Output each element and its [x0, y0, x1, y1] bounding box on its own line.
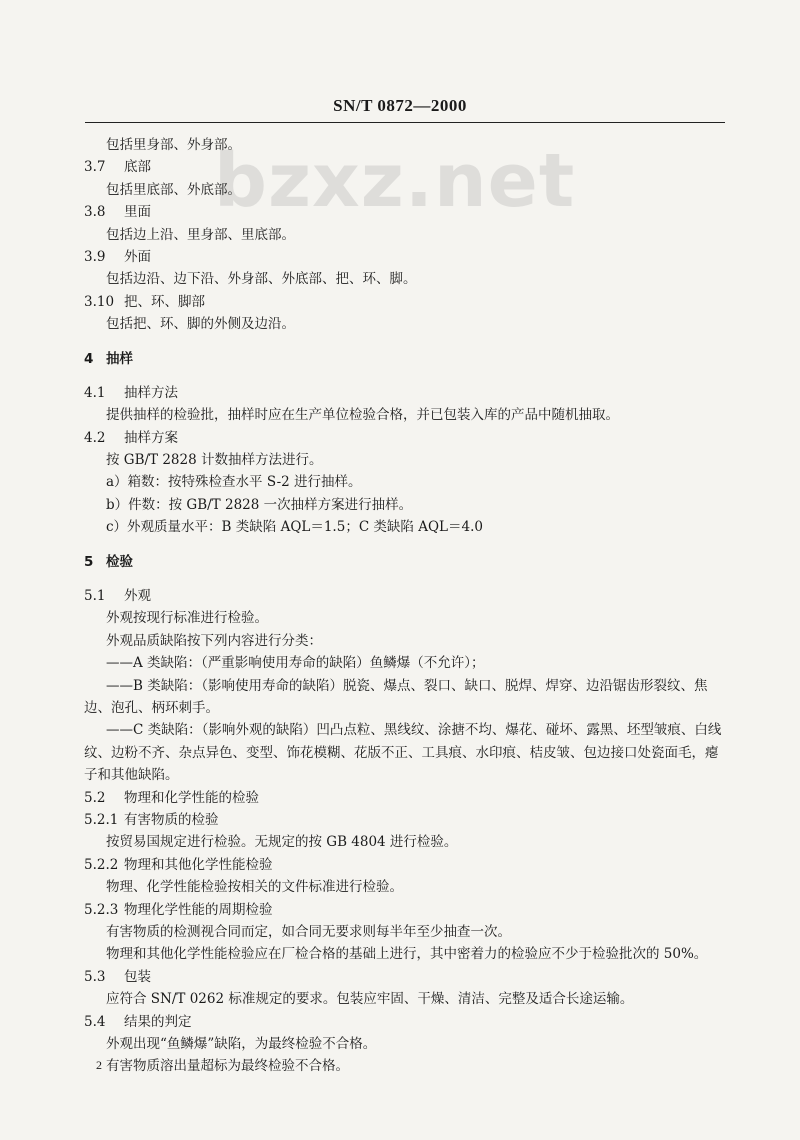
clause-number: 5.2.1 — [84, 812, 119, 829]
clause-heading — [84, 1011, 730, 1033]
clause-heading — [84, 156, 730, 178]
paragraph-line: 包括里底部、外底部。 — [106, 181, 241, 198]
paragraph-line: 按 GB/T 2828 计数抽样方法进行。 — [106, 452, 323, 469]
clause-title: 物理和其他化学性能检验 — [124, 856, 273, 873]
paragraph-line: a）箱数：按特殊检查水平 S-2 进行抽样。 — [106, 474, 362, 491]
clause-heading — [84, 246, 730, 268]
paragraph-line: 按贸易国规定进行检验。无规定的按 GB 4804 进行检验。 — [106, 834, 458, 851]
paragraph: ——C 类缺陷：（影响外观的缺陷）凹凸点粒、黑线纹、涂搪不均、爆花、碰坏、露黑、坯型皱痕、白线纹、边粉不齐、杂点异色、变型、饰花模糊、花版不正、工具痕、水印痕、桔皮皱、包边接口处瓷面毛，瘪子和其他缺陷。 — [84, 722, 722, 784]
paragraph-line: 有害物质溶出量超标为最终检验不合格。 — [106, 1058, 349, 1075]
clause-heading — [84, 201, 730, 223]
clause-heading — [84, 427, 730, 449]
paragraph-line: 有害物质的检测视合同而定，如合同无要求则每半年至少抽查一次。 — [106, 923, 511, 940]
paragraph-line: 外观按现行标准进行检验。 — [106, 610, 268, 627]
clause-heading — [84, 899, 730, 921]
paragraph-line: ——A 类缺陷：（严重影响使用寿命的缺陷）鱼鳞爆（不允许）； — [106, 655, 485, 672]
paragraph: 物理和其他化学性能检验应在厂检合格的基础上进行，其中密着力的检验应不少于检验批次的 50%。 — [106, 946, 708, 963]
clause-heading — [84, 966, 730, 988]
paragraph-line: c）外观质量水平：B 类缺陷 AQL＝1.5；C 类缺陷 AQL＝4.0 — [106, 519, 483, 536]
clause-title: 把、环、脚部 — [124, 293, 205, 310]
section-number: 5 — [84, 553, 94, 570]
clause-number: 5.2.3 — [84, 901, 119, 918]
clause-number: 3.9 — [84, 248, 106, 265]
clause-heading — [84, 854, 730, 876]
spacer — [84, 573, 730, 585]
spacer — [84, 336, 730, 348]
paragraph-line: 包括边沿、边下沿、外身部、外底部、把、环、脚。 — [106, 271, 417, 288]
clause-heading — [84, 585, 730, 607]
page-number: 2 — [96, 1058, 102, 1072]
paragraph-line: 应符合 SN/T 0262 标准规定的要求。包装应牢固、干燥、清洁、完整及适合长途运输。 — [106, 991, 634, 1008]
clause-number: 4.2 — [84, 429, 106, 446]
header-rule — [85, 122, 725, 123]
paragraph-line: 包括把、环、脚的外侧及边沿。 — [106, 316, 295, 333]
clause-heading — [84, 291, 730, 313]
clause-heading — [84, 382, 730, 404]
spacer — [84, 370, 730, 382]
clause-number: 5.1 — [84, 588, 106, 605]
clause-heading — [84, 787, 730, 809]
clause-title: 物理化学性能的周期检验 — [124, 901, 273, 918]
document-body — [84, 134, 730, 1078]
clause-number: 3.8 — [84, 204, 106, 221]
standard-code-header: SN/T 0872—2000 — [333, 96, 467, 115]
clause-number: 5.2.2 — [84, 856, 119, 873]
clause-title: 抽样方案 — [124, 429, 178, 446]
paragraph-line: 包括边上沿、里身部、里底部。 — [106, 226, 295, 243]
clause-number: 5.2 — [84, 789, 106, 806]
clause-title: 里面 — [124, 204, 151, 221]
paragraph-line: 外观品质缺陷按下列内容进行分类： — [106, 632, 322, 649]
clause-number: 5.3 — [84, 968, 106, 985]
paragraph-line: 外观出现“鱼鳞爆”缺陷，为最终检验不合格。 — [106, 1035, 377, 1052]
clause-title: 包装 — [124, 968, 151, 985]
paragraph-line: 物理、化学性能检验按相关的文件标准进行检验。 — [106, 879, 403, 896]
clause-title: 底部 — [124, 159, 151, 176]
clause-number: 3.7 — [84, 159, 106, 176]
paragraph: ——B 类缺陷：（影响使用寿命的缺陷）脱瓷、爆点、裂口、缺口、脱焊、焊穿、边沿锯齿形裂纹、焦边、泡孔、柄环刺手。 — [84, 677, 708, 716]
watermark: bzxz.net — [214, 138, 576, 224]
clause-number: 5.4 — [84, 1013, 106, 1030]
clause-title: 物理和化学性能的检验 — [124, 789, 259, 806]
clause-heading — [84, 809, 730, 831]
section-heading — [84, 348, 730, 370]
clause-number: 3.10 — [84, 293, 115, 310]
section-number: 4 — [84, 350, 94, 367]
spacer — [84, 539, 730, 551]
clause-title: 外面 — [124, 248, 151, 265]
paragraph-line: b）件数：按 GB/T 2828 一次抽样方案进行抽样。 — [106, 496, 413, 513]
paragraph-line: 提供抽样的检验批，抽样时应在生产单位检验合格，并已包装入库的产品中随机抽取。 — [106, 407, 619, 424]
section-heading — [84, 551, 730, 573]
clause-title: 外观 — [124, 588, 151, 605]
clause-title: 结果的判定 — [124, 1013, 192, 1030]
clause-title: 抽样方法 — [124, 384, 178, 401]
clause-title: 有害物质的检验 — [124, 812, 219, 829]
section-title: 检验 — [106, 553, 133, 570]
clause-number: 4.1 — [84, 384, 106, 401]
paragraph-line: 包括里身部、外身部。 — [106, 137, 241, 153]
section-title: 抽样 — [106, 350, 133, 367]
